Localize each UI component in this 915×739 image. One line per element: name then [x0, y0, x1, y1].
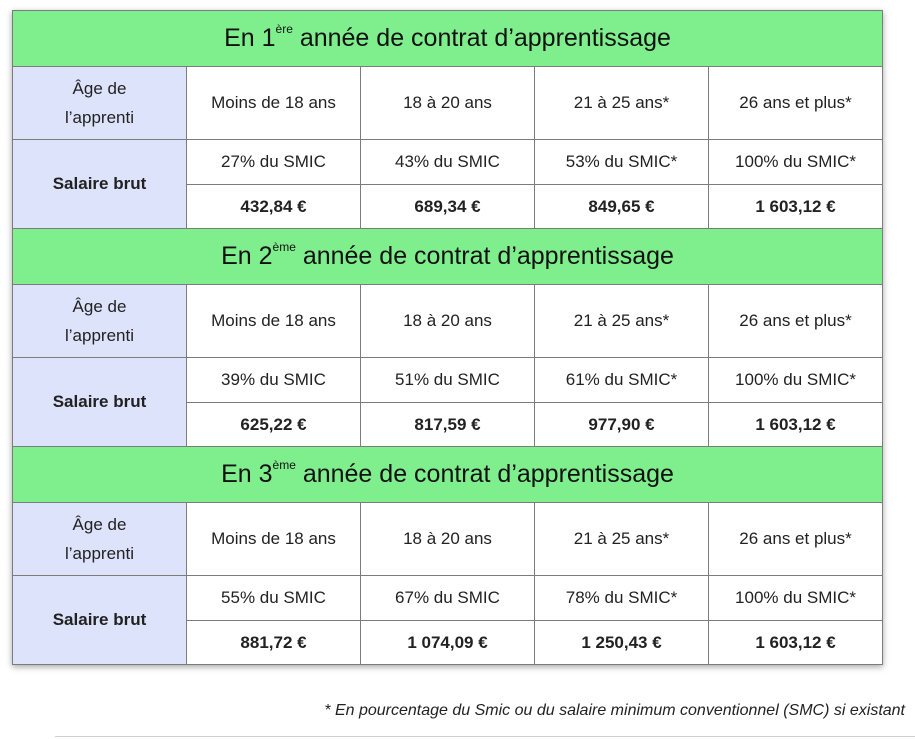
age-cell: 21 à 25 ans*: [535, 285, 709, 358]
amount-cell: 817,59 €: [361, 403, 535, 447]
footnote: * En pourcentage du Smic ou du salaire minimum conventionnel (SMC) si existant: [324, 702, 905, 719]
percent-row: [13, 140, 883, 185]
year-header: [13, 11, 883, 67]
age-cell: Moins de 18 ans: [187, 285, 361, 358]
year-header-sup: ère: [275, 21, 293, 36]
percent-cell: 67% du SMIC: [361, 576, 535, 621]
amount-cell: 1 074,09 €: [361, 621, 535, 665]
age-label-line2: l’apprenti: [65, 326, 134, 345]
age-cell: Moins de 18 ans: [187, 67, 361, 140]
age-row: [13, 503, 883, 576]
age-label-line2: l’apprenti: [65, 108, 134, 127]
age-cell: 18 à 20 ans: [361, 285, 535, 358]
divider: [55, 736, 915, 737]
year-header-row: [13, 229, 883, 285]
year-header-suffix: année de contrat d’apprentissage: [295, 242, 674, 270]
age-cell: Moins de 18 ans: [187, 503, 361, 576]
percent-cell: 39% du SMIC: [187, 358, 361, 403]
apprentice-salary-table-container: [12, 10, 883, 665]
percent-cell: 100% du SMIC*: [709, 358, 883, 403]
year-header-prefix: En 3: [221, 460, 273, 488]
age-row: [13, 67, 883, 140]
age-cell: 26 ans et plus*: [709, 67, 883, 140]
percent-cell: 27% du SMIC: [187, 140, 361, 185]
percent-row: [13, 358, 883, 403]
apprentice-salary-table: [12, 10, 883, 665]
year-header: [13, 229, 883, 285]
percent-cell: 100% du SMIC*: [709, 140, 883, 185]
age-cell: 21 à 25 ans*: [535, 67, 709, 140]
percent-cell: 53% du SMIC*: [535, 140, 709, 185]
year-header: [13, 447, 883, 503]
age-label-line2: l’apprenti: [65, 544, 134, 563]
amount-cell: 1 603,12 €: [709, 185, 883, 229]
year-header-sup: ème: [272, 239, 296, 254]
salary-label: Salaire brut: [13, 140, 187, 229]
amount-cell: 1 603,12 €: [709, 403, 883, 447]
salary-label: Salaire brut: [13, 358, 187, 447]
year-header-suffix: année de contrat d’apprentissage: [295, 460, 674, 488]
age-label: [13, 67, 187, 140]
table-body: [13, 11, 883, 665]
percent-cell: 100% du SMIC*: [709, 576, 883, 621]
amount-cell: 689,34 €: [361, 185, 535, 229]
year-header-suffix: année de contrat d’apprentissage: [292, 24, 671, 52]
percent-cell: 55% du SMIC: [187, 576, 361, 621]
percent-cell: 51% du SMIC: [361, 358, 535, 403]
age-label-line1: Âge de: [72, 79, 127, 98]
amount-cell: 1 603,12 €: [709, 621, 883, 665]
percent-row: [13, 576, 883, 621]
age-row: [13, 285, 883, 358]
age-cell: 18 à 20 ans: [361, 503, 535, 576]
amount-cell: 849,65 €: [535, 185, 709, 229]
age-label-line1: Âge de: [72, 515, 127, 534]
age-cell: 26 ans et plus*: [709, 285, 883, 358]
year-header-prefix: En 2: [221, 242, 273, 270]
year-header-sup: ème: [272, 457, 296, 472]
age-label-line1: Âge de: [72, 297, 127, 316]
year-header-prefix: En 1: [224, 24, 276, 52]
percent-cell: 43% du SMIC: [361, 140, 535, 185]
age-cell: 21 à 25 ans*: [535, 503, 709, 576]
age-label: [13, 503, 187, 576]
year-header-row: [13, 11, 883, 67]
percent-cell: 78% du SMIC*: [535, 576, 709, 621]
age-cell: 18 à 20 ans: [361, 67, 535, 140]
amount-cell: 1 250,43 €: [535, 621, 709, 665]
amount-cell: 625,22 €: [187, 403, 361, 447]
age-cell: 26 ans et plus*: [709, 503, 883, 576]
salary-label: Salaire brut: [13, 576, 187, 665]
amount-cell: 432,84 €: [187, 185, 361, 229]
age-label: [13, 285, 187, 358]
percent-cell: 61% du SMIC*: [535, 358, 709, 403]
amount-cell: 881,72 €: [187, 621, 361, 665]
year-header-row: [13, 447, 883, 503]
amount-cell: 977,90 €: [535, 403, 709, 447]
